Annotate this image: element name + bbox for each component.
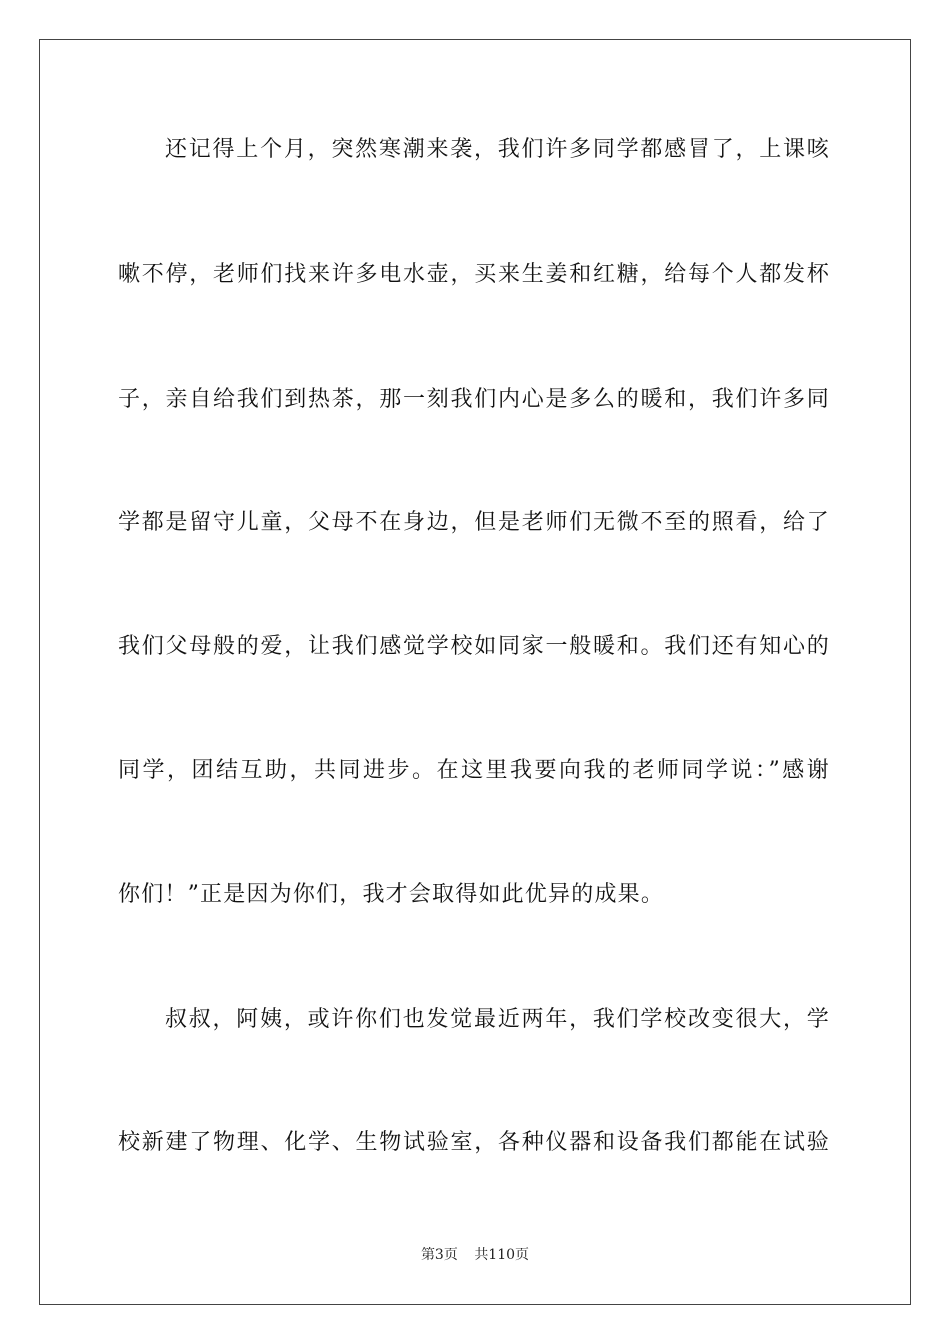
paragraph-line: 同学，团结互助，共同进步。在这里我要向我的老师同学说：”感谢 [118,758,830,783]
paragraph-line: 叔叔，阿姨，或许你们也发觉最近两年，我们学校改变很大，学 [165,1007,830,1032]
paragraph-line: 我们父母般的爱，让我们感觉学校如同家一般暖和。我们还有知心的 [118,634,830,659]
paragraph-line: 学都是留守儿童，父母不在身边，但是老师们无微不至的照看，给了 [118,510,830,535]
paragraph-line: 嗽不停，老师们找来许多电水壶，买来生姜和红糖，给每个人都发杯 [118,262,830,287]
page-number: 第3页 [420,1247,458,1263]
paragraph-line: 子，亲自给我们到热茶，那一刻我们内心是多么的暖和，我们许多同 [118,387,830,412]
page-footer [0,1245,950,1265]
page-total: 共110页 [474,1247,530,1263]
paragraph-line: 你们！”正是因为你们，我才会取得如此优异的成果。 [118,882,665,907]
paragraph-line: 还记得上个月，突然寒潮来袭，我们许多同学都感冒了，上课咳 [165,137,830,162]
paragraph-line: 校新建了物理、化学、生物试验室，各种仪器和设备我们都能在试验 [118,1130,830,1155]
page-frame [39,39,911,1305]
